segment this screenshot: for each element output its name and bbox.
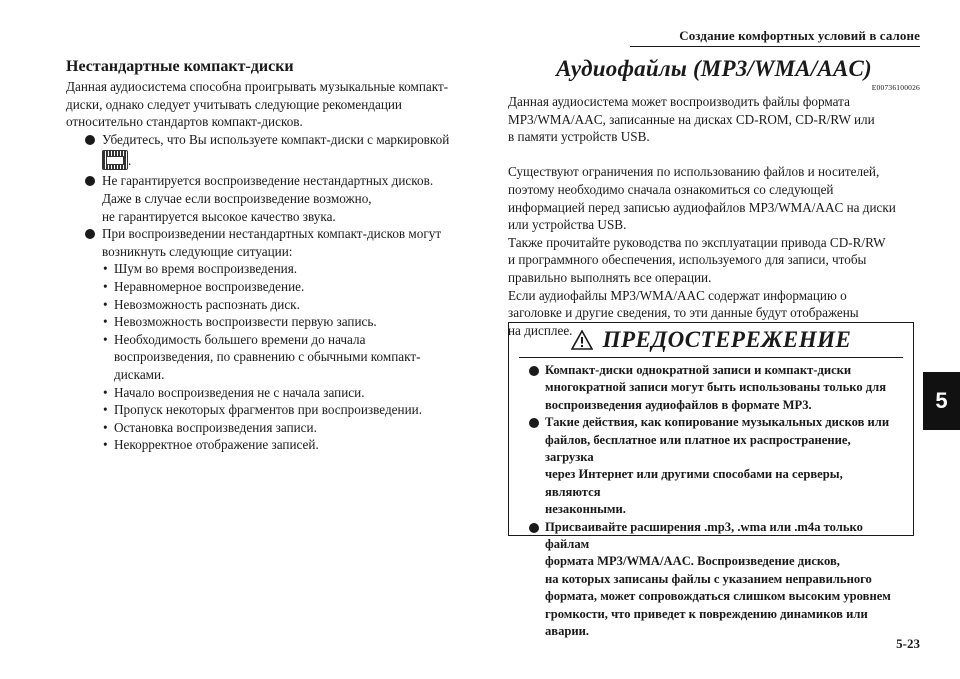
list-item-text: Начало воспроизведения не с начала записи. [114, 384, 365, 400]
paragraph-line: или устройства USB. [508, 217, 627, 233]
caution-item [523, 362, 901, 414]
list-item-text: воспроизведения, по сравнению с обычными компакт- [114, 349, 421, 365]
caution-text: Присваивайте расширения .mp3, .wma или .m4a только файлам [545, 519, 863, 552]
caution-text: на которых записаны файлы с указанием неправильного [545, 571, 872, 586]
paragraph-formats [508, 93, 920, 146]
list-item [102, 278, 476, 296]
list-item-text: Невозможность воспроизвести первую запись. [114, 314, 377, 330]
caution-text: Компакт-диски однократной записи и компакт-диски [545, 363, 852, 377]
paragraph-line: Также прочитайте руководства по эксплуатации привода CD-R/RW [508, 234, 886, 250]
paragraph-line: Существуют ограничения по использованию файлов и носителей, [508, 164, 880, 180]
document-code: E00736100026 [871, 83, 920, 92]
paragraph-line: поэтому необходимо сначала ознакомиться со следующей [508, 181, 834, 197]
section-heading-nonstandard-discs: Нестандартные компакт-диски [66, 58, 294, 75]
bullet-dot-icon [85, 176, 95, 186]
list-item-text: Некорректное отображение записей. [114, 437, 319, 453]
bullet-text-tail: . [128, 152, 132, 168]
paragraph-line: MP3/WMA/AAC, записанные на дисках CD-ROM, CD-R/RW или [508, 111, 875, 127]
caution-text: через Интернет или другими способами на серверы, являются [545, 467, 843, 499]
bullet-dot-icon [85, 135, 95, 145]
bullet-text: не гарантируется высокое качество звука. [102, 208, 336, 224]
caution-text: формата, может сопровождаться слишком высоким уровнем [545, 589, 891, 604]
intro-paragraph [66, 78, 476, 131]
header-divider [630, 46, 920, 47]
caution-text: формата MP3/WMA/AAC. Воспроизведение дисков, [545, 554, 840, 569]
list-item [102, 419, 476, 437]
bullet-item [66, 172, 476, 225]
list-item [102, 331, 476, 384]
bullet-dot-icon [529, 523, 539, 533]
list-item-text: дисками. [114, 366, 165, 382]
caution-body [509, 358, 913, 641]
page-number: 5-23 [896, 636, 920, 651]
chapter-tab [923, 372, 960, 430]
paragraph-gap [508, 146, 920, 164]
bullet-item [66, 225, 476, 260]
bullet-item [66, 131, 476, 149]
list-item [102, 313, 476, 331]
list-item-text: Неравномерное воспроизведение. [114, 278, 305, 294]
section-heading-audio-files: Аудиофайлы (MP3/WMA/AAC) [556, 56, 872, 81]
paragraph-line: Данная аудиосистема может воспроизводить файлы формата [508, 94, 850, 109]
bullet-dot-icon [85, 229, 95, 239]
paragraph-line: заголовке и другие сведения, то эти данные будут отображены [508, 305, 859, 321]
list-item-text: • Необходимость большего времени до начала [114, 331, 366, 347]
list-item-text: Остановка воспроизведения записи. [114, 419, 317, 435]
running-header: Создание комфортных условий в салоне [679, 28, 920, 43]
list-item [102, 384, 476, 402]
caution-text: воспроизведения аудиофайлов в формате MP3. [545, 397, 812, 412]
list-item-text: Шум во время воспроизведения. [114, 261, 298, 277]
intro-line: относительно стандартов компакт-дисков. [66, 114, 303, 130]
bullet-dot-icon [529, 418, 539, 428]
caution-title: ПРЕДОСТЕРЕЖЕНИЕ [602, 327, 852, 352]
situations-list [66, 260, 476, 454]
warning-triangle-icon [571, 330, 593, 350]
list-item-text: Пропуск некоторых фрагментов при воспроизведении. [114, 402, 422, 418]
caution-box [508, 322, 914, 639]
caution-text: громкости, что приведет к повреждению динамиков или аварии. [545, 606, 868, 639]
chapter-number: 5 [935, 388, 948, 413]
bullet-text: Не гарантируется воспроизведение нестандартных дисков. [102, 173, 434, 189]
caution-item [523, 414, 901, 518]
paragraph-line: на дисплее. [508, 322, 573, 338]
right-column [508, 54, 920, 339]
caution-text: Такие действия, как копирование музыкальных дисков или [545, 415, 890, 430]
compact-disc-logo-icon [102, 150, 128, 170]
bullet-text: Даже в случае если воспроизведение возможно, [102, 190, 372, 206]
list-item [102, 260, 476, 278]
paragraph-line: и программного обеспечения, используемого для записи, чтобы [508, 252, 867, 268]
disc-logo-line [66, 148, 476, 172]
list-item [102, 296, 476, 314]
bullet-text: возникнуть следующие ситуации: [102, 243, 293, 259]
caution-text: многократной записи могут быть использованы только для [545, 380, 887, 395]
intro-line: Данная аудиосистема способна проигрывать музыкальные компакт- [66, 79, 449, 94]
bullet-text: При воспроизведении нестандартных компакт-дисков могут [102, 226, 442, 242]
list-item [102, 401, 476, 419]
list-item-text: Невозможность распознать диск. [114, 296, 300, 312]
list-item [102, 436, 476, 454]
paragraph-line: Если аудиофайлы MP3/WMA/AAC содержат информацию о [508, 287, 847, 303]
intro-line: диски, однако следует учитывать следующие рекомендации [66, 96, 402, 112]
caution-text: незаконными. [545, 502, 626, 517]
caution-title-row [519, 323, 903, 358]
bullet-text: Убедитесь, что Вы используете компакт-диски с маркировкой [102, 131, 450, 147]
bullet-dot-icon [529, 366, 539, 376]
left-column [66, 57, 476, 454]
paragraph-line: в памяти устройств USB. [508, 129, 650, 145]
paragraph-restrictions [508, 163, 920, 339]
caution-text: файлов, бесплатное или платное их распространение, загрузка [545, 432, 851, 465]
paragraph-line: информацией перед записью аудиофайлов MP3/WMA/AAC на диски [508, 199, 896, 215]
paragraph-line: правильно выполнять все операции. [508, 269, 712, 285]
caution-item [523, 519, 901, 641]
